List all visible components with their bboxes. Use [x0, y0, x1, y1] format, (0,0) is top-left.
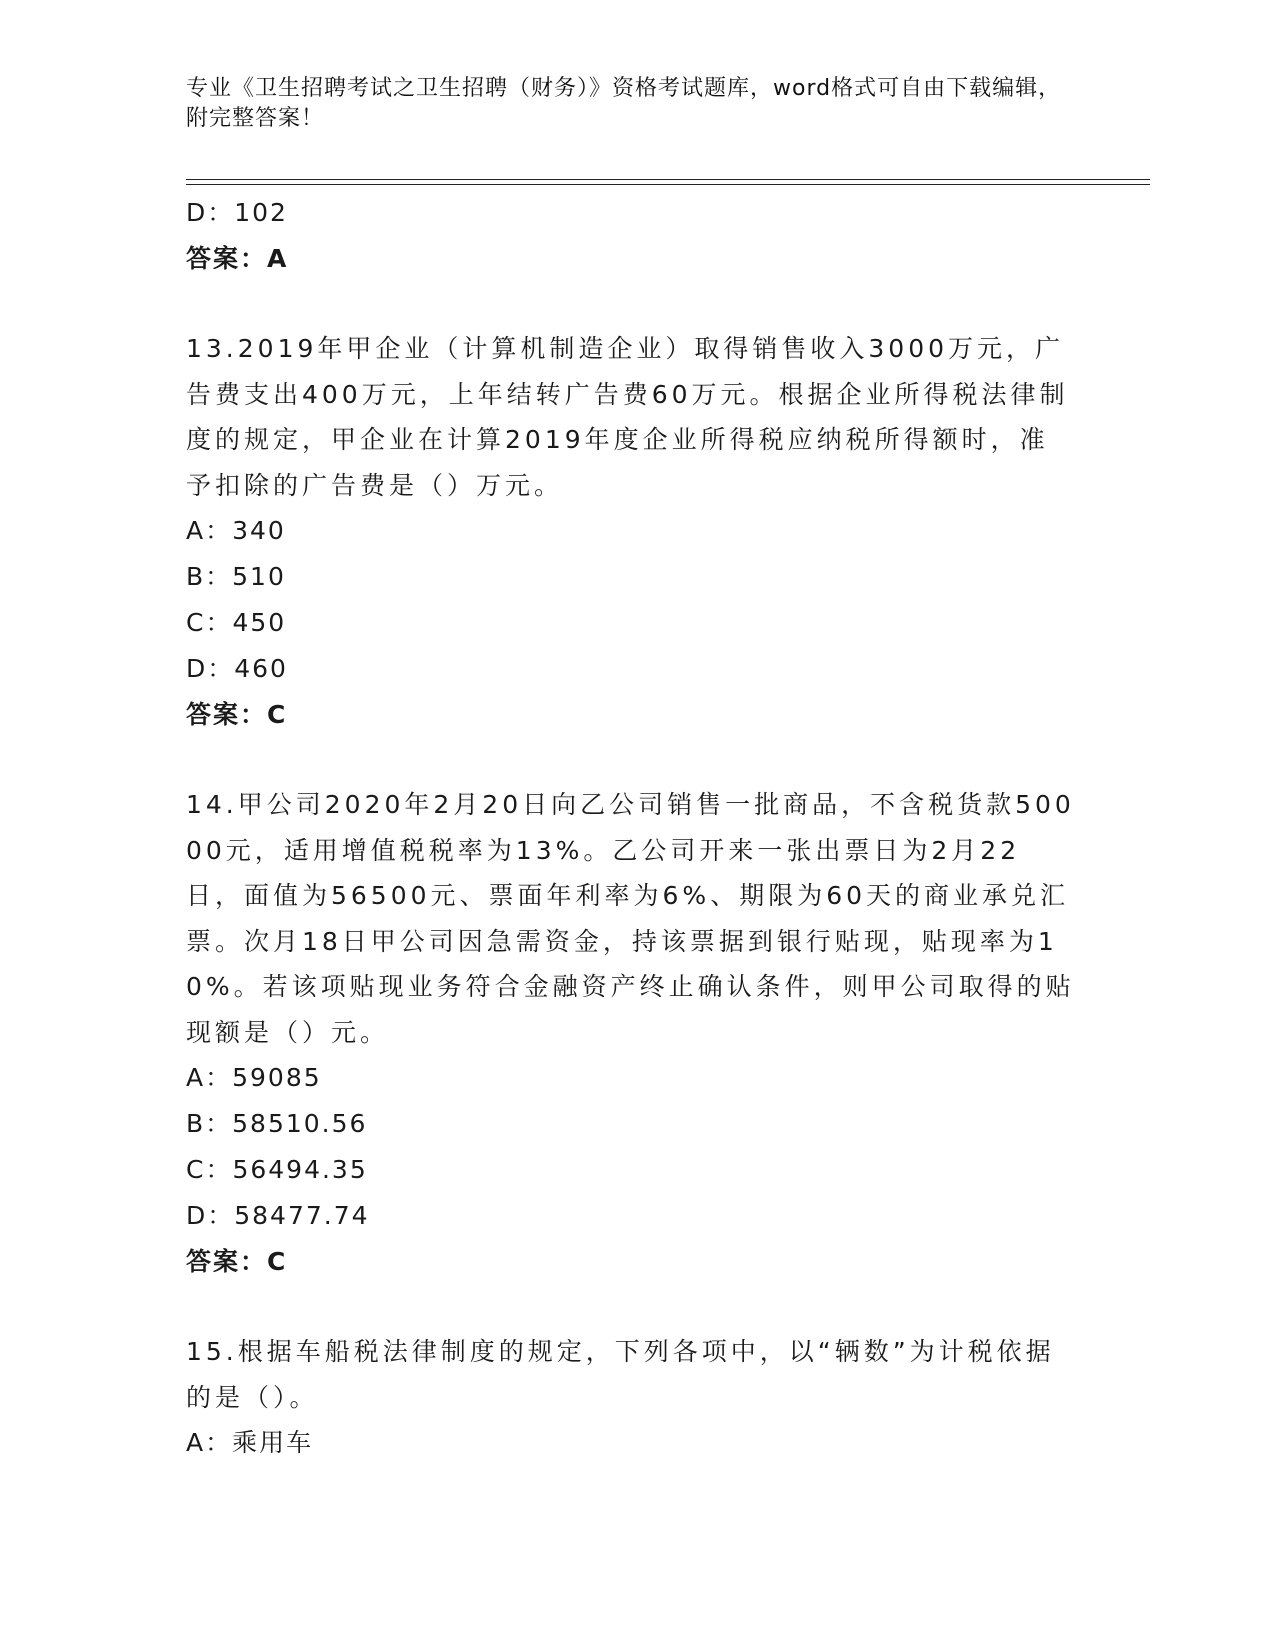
spacer [186, 1285, 1086, 1329]
option-d: D：58477.74 [186, 1201, 370, 1230]
option-b: B：510 [186, 562, 286, 591]
answer: 答案：C [186, 700, 288, 729]
option-a: A：340 [186, 516, 286, 545]
previous-question-tail [186, 190, 1086, 282]
question-14 [186, 782, 1086, 1285]
question-13 [186, 326, 1086, 738]
question-text: 14.甲公司2020年2月20日向乙公司销售一批商品，不含税货款50000元，适用增值税税率为13%。乙公司开来一张出票日为2月22日，面值为56500元、票面年利率为6%、期限为60天的商业承兑汇票。次月18日甲公司因急需资金，持该票据到银行贴现，贴现率为10%。若该项贴现业务符合金融资产终止确认条件，则甲公司取得的贴现额是（）元。 [186, 790, 1075, 1047]
question-15 [186, 1329, 1086, 1466]
question-text: 15.根据车船税法律制度的规定，下列各项中，以“辆数”为计税依据的是（）。 [186, 1337, 1055, 1412]
option-a: A：59085 [186, 1063, 322, 1092]
option-c: C：450 [186, 608, 287, 637]
question-content [186, 190, 1086, 1466]
answer: 答案：C [186, 1247, 288, 1276]
option-d: D：102 [186, 198, 288, 227]
option-b: B：58510.56 [186, 1109, 368, 1138]
option-a: A：乘用车 [186, 1428, 314, 1457]
question-text: 13.2019年甲企业（计算机制造企业）取得销售收入3000万元，广告费支出400万元，上年结转广告费60万元。根据企业所得税法律制度的规定，甲企业在计算2019年度企业所得税应纳税所得额时，准予扣除的广告费是（）万元。 [186, 334, 1069, 500]
document-header: 专业《卫生招聘考试之卫生招聘（财务）》资格考试题库，word格式可自由下载编辑，附完整答案！ [186, 76, 1062, 131]
option-c: C：56494.35 [186, 1155, 368, 1184]
spacer [186, 282, 1086, 326]
spacer [186, 738, 1086, 782]
answer: 答案：A [186, 244, 289, 273]
option-d: D：460 [186, 654, 288, 683]
header-divider-top [186, 179, 1150, 180]
header-divider-bottom [186, 184, 1150, 185]
